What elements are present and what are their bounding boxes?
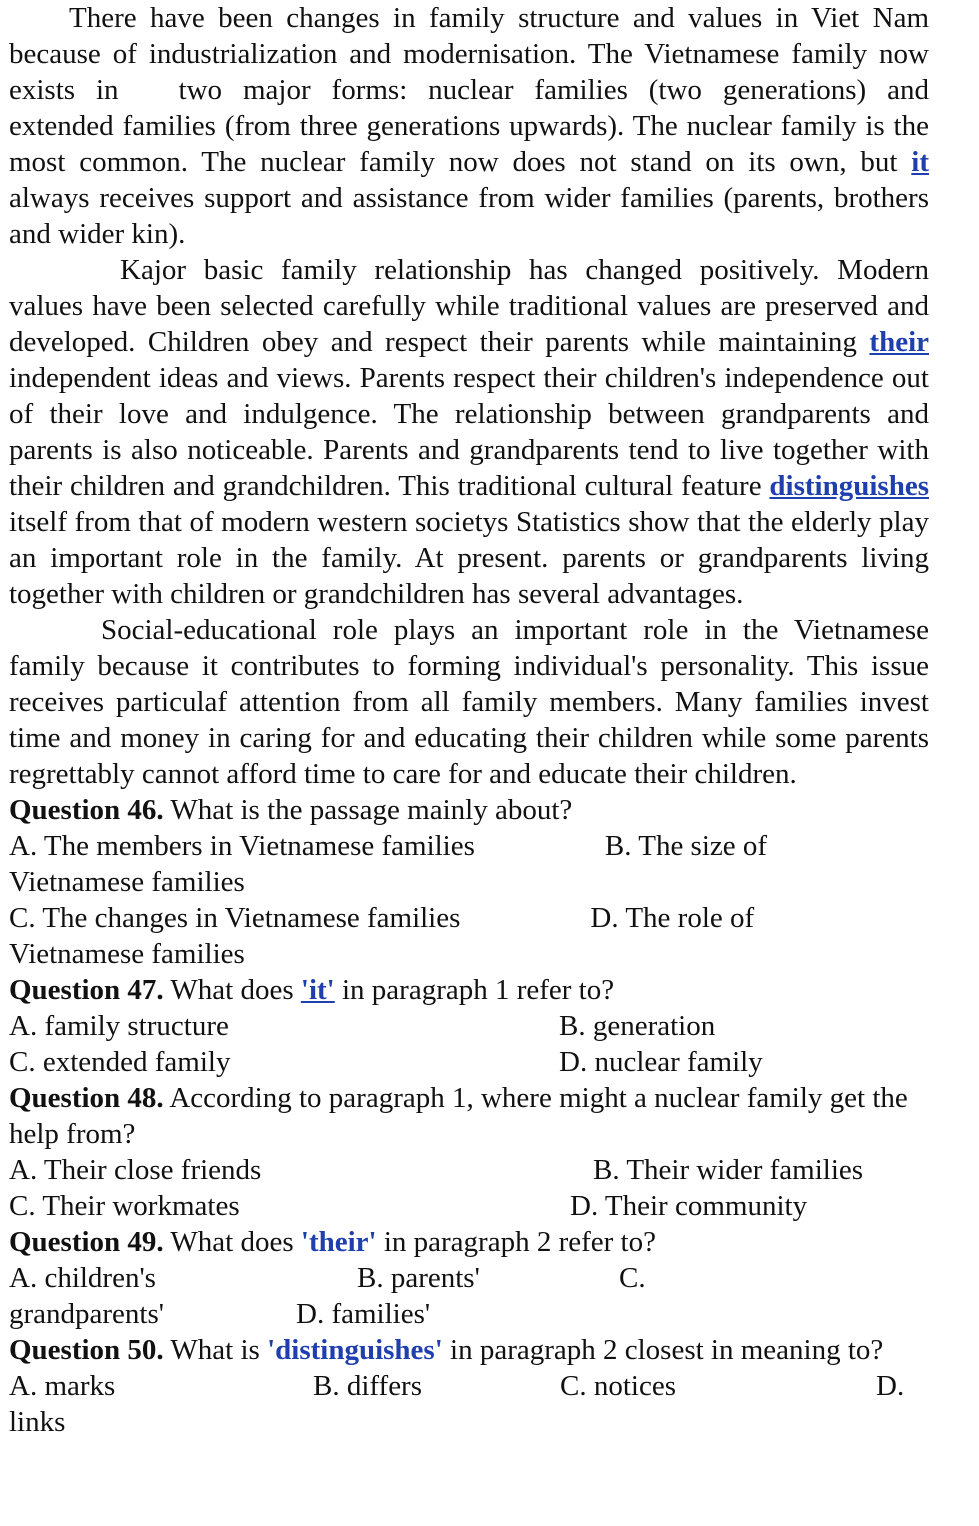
q50-option-b: B. differs [313,1370,423,1402]
question-49-highlight: 'their' [300,1226,377,1258]
question-49-post: in paragraph 2 refer to? [383,1226,656,1258]
question-47-label: Question 47. [9,974,164,1006]
question-48-text: According to paragraph 1, where might a nuclear family get the help from? [9,1082,908,1150]
paragraph-1 [9,0,929,252]
question-46 [9,792,929,828]
q49-options-d [9,1296,929,1332]
paragraph-3: Social-educational role plays an important role in the Vietnamese family because it contributes to forming individual's personality. This issue receives particulaf attention from all family members. Many families invest time and money in caring for and educating their children while some parents regrettably cannot afford time to care for and educate their children. [9,614,929,790]
q48-option-b: B. Their wider families [593,1154,864,1186]
p2-text-c: itself from that of modern western societys Statistics show that the elderly play an important role in the family. At present. parents or grandparents living together with children or grandchildren has several advantages. [9,506,929,610]
question-50-label: Question 50. [9,1334,164,1366]
q48-option-c: C. Their workmates [9,1190,240,1222]
exam-page [9,0,929,1440]
q47-option-b: B. generation [559,1010,716,1042]
q47-options-ab [9,1008,929,1044]
question-50-post: in paragraph 2 closest in meaning to? [450,1334,884,1366]
highlight-it: it [911,146,930,178]
question-50 [9,1332,929,1368]
question-50-highlight: 'distinguishes' [267,1334,443,1366]
q50-option-d: D. [876,1370,905,1402]
p2-text-a: Kajor basic family relationship has changed positively. Modern values have been selected carefully while traditional values are preserved and developed. Children obey and respect their parents while maintaining [9,254,929,358]
q49-option-c-cont: grandparents' [9,1298,164,1330]
question-48 [9,1080,929,1152]
q47-option-c: C. extended family [9,1046,231,1078]
highlight-their: their [869,326,930,358]
q46-option-b-cont: Vietnamese families [9,866,245,898]
question-50-pre: What is [170,1334,260,1366]
question-49-pre: What does [170,1226,294,1258]
q48-options-cd [9,1188,929,1224]
q46-option-a: A. The members in Vietnamese families [9,830,475,862]
question-47-highlight: 'it' [300,974,335,1006]
highlight-distinguishes: distinguishes [769,470,929,502]
q47-options-cd [9,1044,929,1080]
q46-options-ab [9,828,929,864]
question-47-post: in paragraph 1 refer to? [341,974,615,1006]
question-47-pre: What does [170,974,294,1006]
q46-option-b: B. The size of [604,830,768,862]
q49-option-a: A. children's [9,1262,156,1294]
p2-text-b: independent ideas and views. Parents respect their children's independence out of their love and indulgence. The relationship between grandparents and parents is also noticeable. Parents and grandparents tend to live together with their children and grandchildren. This traditional cultural feature [9,362,929,502]
question-49 [9,1224,929,1260]
question-47 [9,972,929,1008]
q46-option-c: C. The changes in Vietnamese families [9,902,461,934]
p1-text-c: always receives support and assistance from wider families (parents, brothers and wider kin). [9,182,929,250]
q46-option-d: D. The role of [590,902,755,934]
question-49-label: Question 49. [9,1226,164,1258]
q50-options [9,1368,929,1404]
q49-option-c: C. [619,1262,646,1294]
question-46-text: What is the passage mainly about? [170,794,573,826]
q46-option-d-cont: Vietnamese families [9,938,245,970]
q48-options-ab [9,1152,929,1188]
paragraph-2 [9,252,929,612]
q49-options-abc [9,1260,929,1296]
question-46-label: Question 46. [9,794,164,826]
question-48-label: Question 48. [9,1082,164,1114]
p1-text-b: two major forms: nuclear families (two generations) and extended families (from three generations upwards). The nuclear family is the most common. The nuclear family now does not stand on its own, but [9,74,929,178]
q49-option-d: D. families' [296,1298,431,1330]
q47-option-a: A. family structure [9,1010,229,1042]
q46-options-cd [9,900,929,936]
q48-option-d: D. Their community [570,1190,808,1222]
q48-option-a: A. Their close friends [9,1154,262,1186]
q47-option-d: D. nuclear family [559,1046,763,1078]
q50-option-a: A. marks [9,1370,116,1402]
q49-option-b: B. parents' [357,1262,480,1294]
q50-option-c: C. notices [560,1370,676,1402]
p1-text-a: There have been changes in family structure and values in Viet Nam because of industrialization and modernisation. The Vietnamese family now exists in [9,2,929,106]
q50-option-d-cont: links [9,1406,66,1438]
